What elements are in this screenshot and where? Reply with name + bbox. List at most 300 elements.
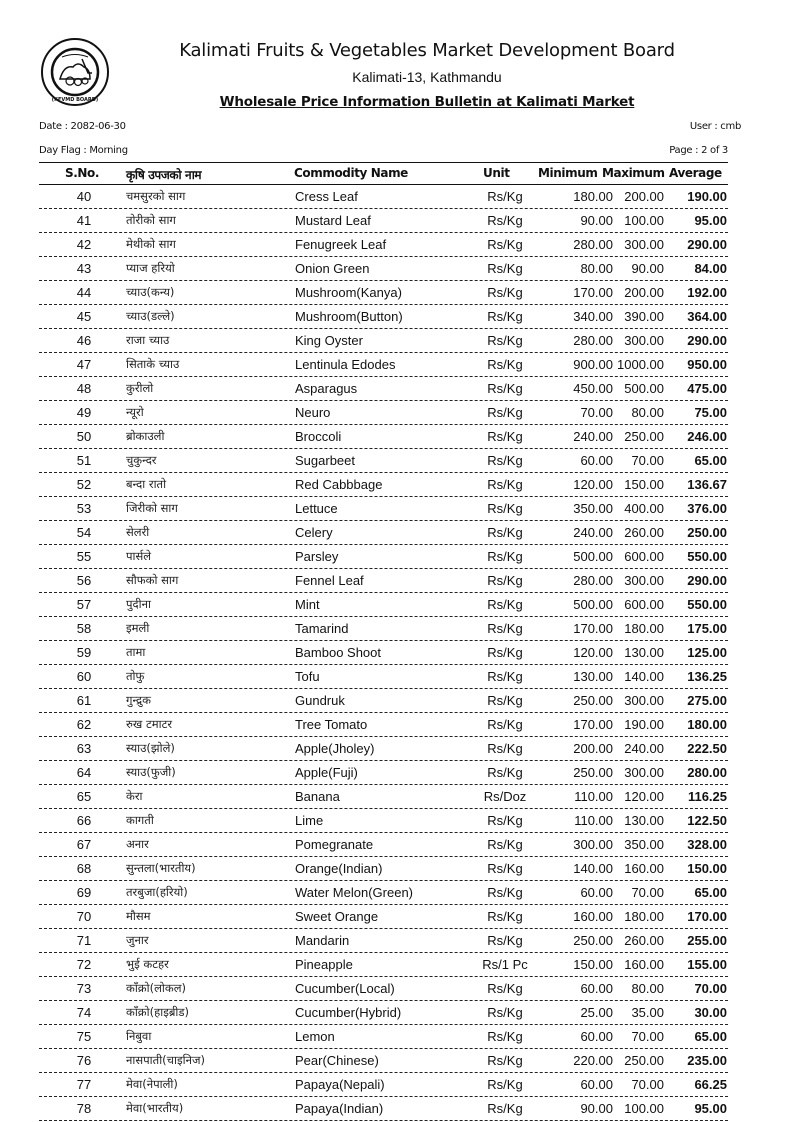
table-row bbox=[39, 377, 728, 401]
cell-minimum: 340.00 bbox=[573, 309, 613, 324]
cell-sno: 73 bbox=[76, 981, 92, 996]
cell-nepali-name: पुदीना bbox=[126, 597, 151, 611]
cell-unit: Rs/Kg bbox=[487, 669, 523, 684]
cell-average: 290.00 bbox=[687, 573, 727, 588]
column-header-unit: Unit bbox=[483, 166, 510, 180]
cell-nepali-name: रुख टमाटर bbox=[126, 717, 173, 731]
cell-commodity-name: Gundruk bbox=[295, 693, 345, 708]
cell-nepali-name: काँक्रो(लोकल) bbox=[126, 981, 186, 995]
column-header-commodity: Commodity Name bbox=[294, 166, 408, 180]
cell-minimum: 280.00 bbox=[573, 237, 613, 252]
cell-minimum: 160.00 bbox=[573, 909, 613, 924]
day-flag: Day Flag : Morning bbox=[39, 145, 128, 156]
cell-minimum: 250.00 bbox=[573, 693, 613, 708]
cell-nepali-name: तोफु bbox=[126, 669, 145, 683]
cell-unit: Rs/Kg bbox=[487, 549, 523, 564]
table-header bbox=[39, 163, 728, 184]
bulletin-title: Wholesale Price Information Bulletin at Kalimati Market bbox=[219, 94, 635, 110]
cell-minimum: 500.00 bbox=[573, 597, 613, 612]
cell-maximum: 260.00 bbox=[624, 525, 664, 540]
cell-commodity-name: Parsley bbox=[295, 549, 339, 564]
table-row bbox=[39, 1001, 728, 1025]
cell-average: 155.00 bbox=[687, 957, 727, 972]
cell-unit: Rs/Kg bbox=[487, 885, 523, 900]
cell-commodity-name: Mushroom(Kanya) bbox=[295, 285, 402, 300]
column-header-average: Average bbox=[669, 166, 722, 180]
cell-average: 136.25 bbox=[687, 669, 727, 684]
cell-sno: 75 bbox=[76, 1029, 92, 1044]
cell-commodity-name: Apple(Fuji) bbox=[295, 765, 358, 780]
cell-commodity-name: Apple(Jholey) bbox=[295, 741, 375, 756]
table-row bbox=[39, 977, 728, 1001]
cell-sno: 56 bbox=[76, 573, 92, 588]
cell-sno: 58 bbox=[76, 621, 92, 636]
table-row bbox=[39, 257, 728, 281]
table-row bbox=[39, 449, 728, 473]
column-header-nepali-name: कृषि उपजको नाम bbox=[126, 168, 202, 182]
cell-unit: Rs/Kg bbox=[487, 765, 523, 780]
cell-sno: 40 bbox=[76, 189, 92, 204]
cell-maximum: 600.00 bbox=[624, 597, 664, 612]
cell-minimum: 180.00 bbox=[573, 189, 613, 204]
cell-nepali-name: चमसुरको साग bbox=[126, 189, 186, 203]
cell-sno: 64 bbox=[76, 765, 92, 780]
cell-nepali-name: सुन्तला(भारतीय) bbox=[126, 861, 196, 875]
cell-commodity-name: Broccoli bbox=[295, 429, 342, 444]
cell-average: 122.50 bbox=[687, 813, 727, 828]
cell-sno: 78 bbox=[76, 1101, 92, 1116]
cell-unit: Rs/Kg bbox=[487, 333, 523, 348]
cell-maximum: 300.00 bbox=[624, 333, 664, 348]
cell-minimum: 60.00 bbox=[580, 885, 613, 900]
cell-unit: Rs/Kg bbox=[487, 477, 523, 492]
cell-nepali-name: केरा bbox=[126, 789, 143, 803]
cell-unit: Rs/Kg bbox=[487, 525, 523, 540]
cell-unit: Rs/Kg bbox=[487, 501, 523, 516]
cell-sno: 59 bbox=[76, 645, 92, 660]
cell-minimum: 60.00 bbox=[580, 981, 613, 996]
cell-unit: Rs/Kg bbox=[487, 357, 523, 372]
cell-sno: 70 bbox=[76, 909, 92, 924]
cell-nepali-name: इमली bbox=[126, 621, 150, 635]
cell-minimum: 150.00 bbox=[573, 957, 613, 972]
cell-minimum: 900.00 bbox=[573, 357, 613, 372]
cell-sno: 63 bbox=[76, 741, 92, 756]
cell-average: 95.00 bbox=[694, 1101, 727, 1116]
cell-minimum: 140.00 bbox=[573, 861, 613, 876]
table-row bbox=[39, 521, 728, 545]
cell-maximum: 130.00 bbox=[624, 813, 664, 828]
cell-average: 280.00 bbox=[687, 765, 727, 780]
cell-unit: Rs/Kg bbox=[487, 237, 523, 252]
cell-average: 180.00 bbox=[687, 717, 727, 732]
cell-commodity-name: Cucumber(Local) bbox=[295, 981, 395, 996]
cell-nepali-name: राजा च्याउ bbox=[126, 333, 170, 347]
cell-maximum: 140.00 bbox=[624, 669, 664, 684]
cell-nepali-name: तोरीको साग bbox=[126, 213, 176, 227]
cell-average: 175.00 bbox=[687, 621, 727, 636]
cell-commodity-name: Water Melon(Green) bbox=[295, 885, 413, 900]
cell-unit: Rs/Kg bbox=[487, 837, 523, 852]
cell-nepali-name: स्याउ(फुजी) bbox=[126, 765, 176, 779]
table-row bbox=[39, 1049, 728, 1073]
cell-nepali-name: कागती bbox=[126, 813, 154, 827]
table-row bbox=[39, 209, 728, 233]
organization-address: Kalimati-13, Kathmandu bbox=[352, 69, 502, 85]
table-row bbox=[39, 353, 728, 377]
cell-maximum: 130.00 bbox=[624, 645, 664, 660]
column-header-minimum: Minimum bbox=[538, 166, 598, 180]
cell-sno: 68 bbox=[76, 861, 92, 876]
cell-unit: Rs/Kg bbox=[487, 285, 523, 300]
table-row bbox=[39, 713, 728, 737]
table-row bbox=[39, 665, 728, 689]
cell-minimum: 130.00 bbox=[573, 669, 613, 684]
cell-unit: Rs/Kg bbox=[487, 645, 523, 660]
cell-average: 65.00 bbox=[694, 453, 727, 468]
cell-maximum: 400.00 bbox=[624, 501, 664, 516]
cell-commodity-name: Red Cabbbage bbox=[295, 477, 383, 492]
table-row bbox=[39, 185, 728, 209]
cell-minimum: 300.00 bbox=[573, 837, 613, 852]
cell-maximum: 250.00 bbox=[624, 429, 664, 444]
cell-minimum: 60.00 bbox=[580, 453, 613, 468]
cell-unit: Rs/Kg bbox=[487, 717, 523, 732]
cell-nepali-name: ब्रोकाउली bbox=[126, 429, 165, 443]
cell-nepali-name: निबुवा bbox=[126, 1029, 152, 1043]
cell-average: 255.00 bbox=[687, 933, 727, 948]
cell-minimum: 350.00 bbox=[573, 501, 613, 516]
cell-commodity-name: Fenugreek Leaf bbox=[295, 237, 387, 252]
cell-commodity-name: Celery bbox=[295, 525, 333, 540]
cell-sno: 52 bbox=[76, 477, 92, 492]
cell-nepali-name: भुई कटहर bbox=[126, 957, 169, 971]
table-row bbox=[39, 881, 728, 905]
cell-maximum: 160.00 bbox=[624, 957, 664, 972]
cell-sno: 71 bbox=[76, 933, 92, 948]
table-row bbox=[39, 569, 728, 593]
cell-average: 170.00 bbox=[687, 909, 727, 924]
cell-maximum: 70.00 bbox=[631, 1029, 664, 1044]
cell-unit: Rs/Kg bbox=[487, 981, 523, 996]
cell-nepali-name: नासपाती(चाइनिज) bbox=[126, 1053, 205, 1067]
cell-nepali-name: च्याउ(कन्य) bbox=[126, 285, 175, 299]
cell-average: 222.50 bbox=[687, 741, 727, 756]
cell-maximum: 200.00 bbox=[624, 189, 664, 204]
cell-average: 190.00 bbox=[687, 189, 727, 204]
cell-maximum: 70.00 bbox=[631, 885, 664, 900]
cell-minimum: 25.00 bbox=[580, 1005, 613, 1020]
cell-nepali-name: गुन्द्रुक bbox=[126, 693, 151, 707]
table-row bbox=[39, 329, 728, 353]
cell-minimum: 170.00 bbox=[573, 285, 613, 300]
cell-minimum: 280.00 bbox=[573, 333, 613, 348]
column-header-maximum: Maximum bbox=[602, 166, 665, 180]
cell-maximum: 240.00 bbox=[624, 741, 664, 756]
table-row bbox=[39, 641, 728, 665]
cell-average: 192.00 bbox=[687, 285, 727, 300]
cell-unit: Rs/Kg bbox=[487, 1077, 523, 1092]
cell-maximum: 350.00 bbox=[624, 837, 664, 852]
table-row bbox=[39, 497, 728, 521]
report-date: Date : 2082-06-30 bbox=[39, 121, 126, 132]
cell-average: 116.25 bbox=[687, 789, 727, 804]
table-row bbox=[39, 785, 728, 809]
cell-minimum: 90.00 bbox=[580, 213, 613, 228]
table-row bbox=[39, 761, 728, 785]
logo-caption: (KFVMD BOARD) bbox=[51, 97, 99, 103]
cell-minimum: 120.00 bbox=[573, 645, 613, 660]
cell-maximum: 120.00 bbox=[624, 789, 664, 804]
cell-sno: 48 bbox=[76, 381, 92, 396]
table-row bbox=[39, 1097, 728, 1121]
cell-sno: 65 bbox=[76, 789, 92, 804]
cell-average: 65.00 bbox=[694, 1029, 727, 1044]
table-row bbox=[39, 857, 728, 881]
cell-unit: Rs/Kg bbox=[487, 453, 523, 468]
cell-commodity-name: Papaya(Indian) bbox=[295, 1101, 384, 1116]
cell-commodity-name: Pomegranate bbox=[295, 837, 374, 852]
cell-maximum: 1000.00 bbox=[617, 357, 664, 372]
cell-minimum: 250.00 bbox=[573, 933, 613, 948]
cell-unit: Rs/Kg bbox=[487, 1005, 523, 1020]
cell-maximum: 100.00 bbox=[624, 1101, 664, 1116]
cell-average: 550.00 bbox=[687, 597, 727, 612]
cell-maximum: 180.00 bbox=[624, 909, 664, 924]
cell-maximum: 250.00 bbox=[624, 1053, 664, 1068]
cell-average: 950.00 bbox=[687, 357, 727, 372]
cell-average: 30.00 bbox=[694, 1005, 727, 1020]
cell-nepali-name: तामा bbox=[126, 645, 146, 659]
cell-sno: 53 bbox=[76, 501, 92, 516]
cell-maximum: 300.00 bbox=[624, 237, 664, 252]
cell-maximum: 200.00 bbox=[624, 285, 664, 300]
cell-commodity-name: Sugarbeet bbox=[295, 453, 355, 468]
cell-average: 290.00 bbox=[687, 333, 727, 348]
table-row bbox=[39, 617, 728, 641]
cell-maximum: 300.00 bbox=[624, 573, 664, 588]
cell-average: 364.00 bbox=[687, 309, 727, 324]
cell-commodity-name: Pineapple bbox=[295, 957, 353, 972]
cell-nepali-name: काँक्रो(हाइब्रीड) bbox=[126, 1005, 190, 1019]
table-row bbox=[39, 401, 728, 425]
cell-unit: Rs/Kg bbox=[487, 381, 523, 396]
cell-commodity-name: Banana bbox=[295, 789, 340, 804]
cell-commodity-name: Lettuce bbox=[295, 501, 338, 516]
cell-minimum: 110.00 bbox=[574, 813, 613, 828]
cell-sno: 51 bbox=[76, 453, 92, 468]
cell-sno: 49 bbox=[76, 405, 92, 420]
cell-nepali-name: स्याउ(झोले) bbox=[126, 741, 175, 755]
table-row bbox=[39, 833, 728, 857]
cell-unit: Rs/Doz bbox=[483, 789, 527, 804]
cell-sno: 72 bbox=[76, 957, 92, 972]
cell-maximum: 600.00 bbox=[624, 549, 664, 564]
cell-commodity-name: Pear(Chinese) bbox=[295, 1053, 379, 1068]
cell-average: 95.00 bbox=[694, 213, 727, 228]
table-row bbox=[39, 425, 728, 449]
column-header-sno: S.No. bbox=[65, 166, 100, 180]
cell-commodity-name: Cress Leaf bbox=[295, 189, 358, 204]
cell-sno: 62 bbox=[76, 717, 92, 732]
cell-unit: Rs/Kg bbox=[487, 309, 523, 324]
cell-nepali-name: तरबुजा(हरियो) bbox=[126, 885, 188, 899]
table-row bbox=[39, 305, 728, 329]
cell-minimum: 90.00 bbox=[580, 1101, 613, 1116]
cell-unit: Rs/Kg bbox=[487, 189, 523, 204]
cell-unit: Rs/1 Pc bbox=[482, 957, 528, 972]
cell-average: 150.00 bbox=[687, 861, 727, 876]
cell-unit: Rs/Kg bbox=[487, 933, 523, 948]
cell-minimum: 120.00 bbox=[573, 477, 613, 492]
cell-average: 70.00 bbox=[694, 981, 727, 996]
cell-maximum: 90.00 bbox=[631, 261, 664, 276]
cell-nepali-name: च्याउ(डल्ले) bbox=[126, 309, 175, 323]
cell-minimum: 200.00 bbox=[573, 741, 613, 756]
cell-commodity-name: Orange(Indian) bbox=[295, 861, 383, 876]
cell-maximum: 160.00 bbox=[624, 861, 664, 876]
cell-commodity-name: Lemon bbox=[295, 1029, 335, 1044]
cell-nepali-name: न्यूरो bbox=[126, 405, 144, 419]
table-row bbox=[39, 593, 728, 617]
cell-average: 246.00 bbox=[687, 429, 727, 444]
cell-maximum: 500.00 bbox=[624, 381, 664, 396]
cell-commodity-name: Asparagus bbox=[295, 381, 358, 396]
table-row bbox=[39, 473, 728, 497]
cell-maximum: 390.00 bbox=[624, 309, 664, 324]
cell-minimum: 240.00 bbox=[573, 429, 613, 444]
cell-commodity-name: Mushroom(Button) bbox=[295, 309, 403, 324]
cell-maximum: 300.00 bbox=[624, 765, 664, 780]
cell-sno: 60 bbox=[76, 669, 92, 684]
cell-commodity-name: Tofu bbox=[295, 669, 320, 684]
price-table-body bbox=[39, 185, 728, 1121]
cell-commodity-name: Onion Green bbox=[295, 261, 370, 276]
cell-unit: Rs/Kg bbox=[487, 213, 523, 228]
cell-minimum: 250.00 bbox=[573, 765, 613, 780]
table-row bbox=[39, 905, 728, 929]
cell-nepali-name: प्याज हरियो bbox=[126, 261, 175, 275]
cell-minimum: 60.00 bbox=[580, 1077, 613, 1092]
cell-nepali-name: जिरीको साग bbox=[126, 501, 178, 515]
table-row bbox=[39, 953, 728, 977]
cell-sno: 55 bbox=[76, 549, 92, 564]
cell-sno: 74 bbox=[76, 1005, 92, 1020]
cell-nepali-name: सेलरी bbox=[126, 525, 150, 539]
cell-commodity-name: Fennel Leaf bbox=[295, 573, 364, 588]
cell-nepali-name: मौसम bbox=[126, 909, 151, 923]
table-row bbox=[39, 929, 728, 953]
cell-maximum: 260.00 bbox=[624, 933, 664, 948]
cell-nepali-name: सिताके च्याउ bbox=[126, 357, 180, 371]
cell-maximum: 35.00 bbox=[631, 1005, 664, 1020]
table-row bbox=[39, 1073, 728, 1097]
cell-sno: 44 bbox=[76, 285, 92, 300]
cell-commodity-name: Papaya(Nepali) bbox=[295, 1077, 385, 1092]
cell-maximum: 70.00 bbox=[631, 453, 664, 468]
cell-nepali-name: अनार bbox=[126, 837, 149, 851]
cell-sno: 43 bbox=[76, 261, 92, 276]
cell-maximum: 100.00 bbox=[624, 213, 664, 228]
cell-unit: Rs/Kg bbox=[487, 741, 523, 756]
cell-commodity-name: Sweet Orange bbox=[295, 909, 379, 924]
cell-minimum: 450.00 bbox=[573, 381, 613, 396]
cell-sno: 76 bbox=[76, 1053, 92, 1068]
cell-sno: 50 bbox=[76, 429, 92, 444]
cell-maximum: 300.00 bbox=[624, 693, 664, 708]
table-row bbox=[39, 1025, 728, 1049]
cell-average: 250.00 bbox=[687, 525, 727, 540]
cell-commodity-name: King Oyster bbox=[295, 333, 363, 348]
cell-sno: 42 bbox=[76, 237, 92, 252]
cell-average: 290.00 bbox=[687, 237, 727, 252]
cell-nepali-name: चुकुन्दर bbox=[126, 453, 157, 467]
cell-average: 376.00 bbox=[687, 501, 727, 516]
cell-average: 136.67 bbox=[687, 477, 727, 492]
cell-commodity-name: Bamboo Shoot bbox=[295, 645, 382, 660]
cell-nepali-name: मेथीको साग bbox=[126, 237, 176, 251]
cell-maximum: 80.00 bbox=[631, 981, 664, 996]
cell-unit: Rs/Kg bbox=[487, 573, 523, 588]
cell-average: 65.00 bbox=[694, 885, 727, 900]
page-indicator: Page : 2 of 3 bbox=[669, 145, 728, 156]
cell-commodity-name: Tree Tomato bbox=[295, 717, 368, 732]
cell-sno: 69 bbox=[76, 885, 92, 900]
cell-minimum: 80.00 bbox=[580, 261, 613, 276]
cell-nepali-name: जुनार bbox=[126, 933, 149, 947]
cell-nepali-name: कुरीलो bbox=[126, 381, 154, 395]
cell-unit: Rs/Kg bbox=[487, 813, 523, 828]
cell-average: 75.00 bbox=[694, 405, 727, 420]
cell-average: 550.00 bbox=[687, 549, 727, 564]
cell-unit: Rs/Kg bbox=[487, 1029, 523, 1044]
table-row bbox=[39, 545, 728, 569]
cell-unit: Rs/Kg bbox=[487, 597, 523, 612]
cell-unit: Rs/Kg bbox=[487, 429, 523, 444]
cell-unit: Rs/Kg bbox=[487, 1101, 523, 1116]
cell-sno: 46 bbox=[76, 333, 92, 348]
cell-sno: 67 bbox=[76, 837, 92, 852]
table-row bbox=[39, 809, 728, 833]
cell-commodity-name: Tamarind bbox=[295, 621, 349, 636]
organization-title: Kalimati Fruits & Vegetables Market Development Board bbox=[179, 40, 675, 61]
cell-commodity-name: Cucumber(Hybrid) bbox=[295, 1005, 402, 1020]
cell-sno: 41 bbox=[76, 213, 92, 228]
cell-nepali-name: मेवा(भारतीय) bbox=[126, 1101, 184, 1115]
cell-minimum: 110.00 bbox=[574, 789, 613, 804]
table-row bbox=[39, 281, 728, 305]
cell-unit: Rs/Kg bbox=[487, 1053, 523, 1068]
cell-average: 475.00 bbox=[687, 381, 727, 396]
cell-maximum: 70.00 bbox=[631, 1077, 664, 1092]
table-row bbox=[39, 737, 728, 761]
cell-commodity-name: Lime bbox=[295, 813, 324, 828]
cell-average: 125.00 bbox=[687, 645, 727, 660]
cell-maximum: 190.00 bbox=[624, 717, 664, 732]
cell-minimum: 170.00 bbox=[573, 621, 613, 636]
cell-nepali-name: बन्दा रातो bbox=[126, 477, 167, 491]
table-row bbox=[39, 689, 728, 713]
cell-nepali-name: पार्सले bbox=[126, 549, 152, 563]
cell-maximum: 80.00 bbox=[631, 405, 664, 420]
table-row bbox=[39, 233, 728, 257]
cell-nepali-name: सौफको साग bbox=[126, 573, 179, 587]
cell-average: 84.00 bbox=[694, 261, 727, 276]
cell-minimum: 60.00 bbox=[580, 1029, 613, 1044]
cell-maximum: 180.00 bbox=[624, 621, 664, 636]
cell-nepali-name: मेवा(नेपाली) bbox=[126, 1077, 178, 1091]
cell-sno: 66 bbox=[76, 813, 92, 828]
